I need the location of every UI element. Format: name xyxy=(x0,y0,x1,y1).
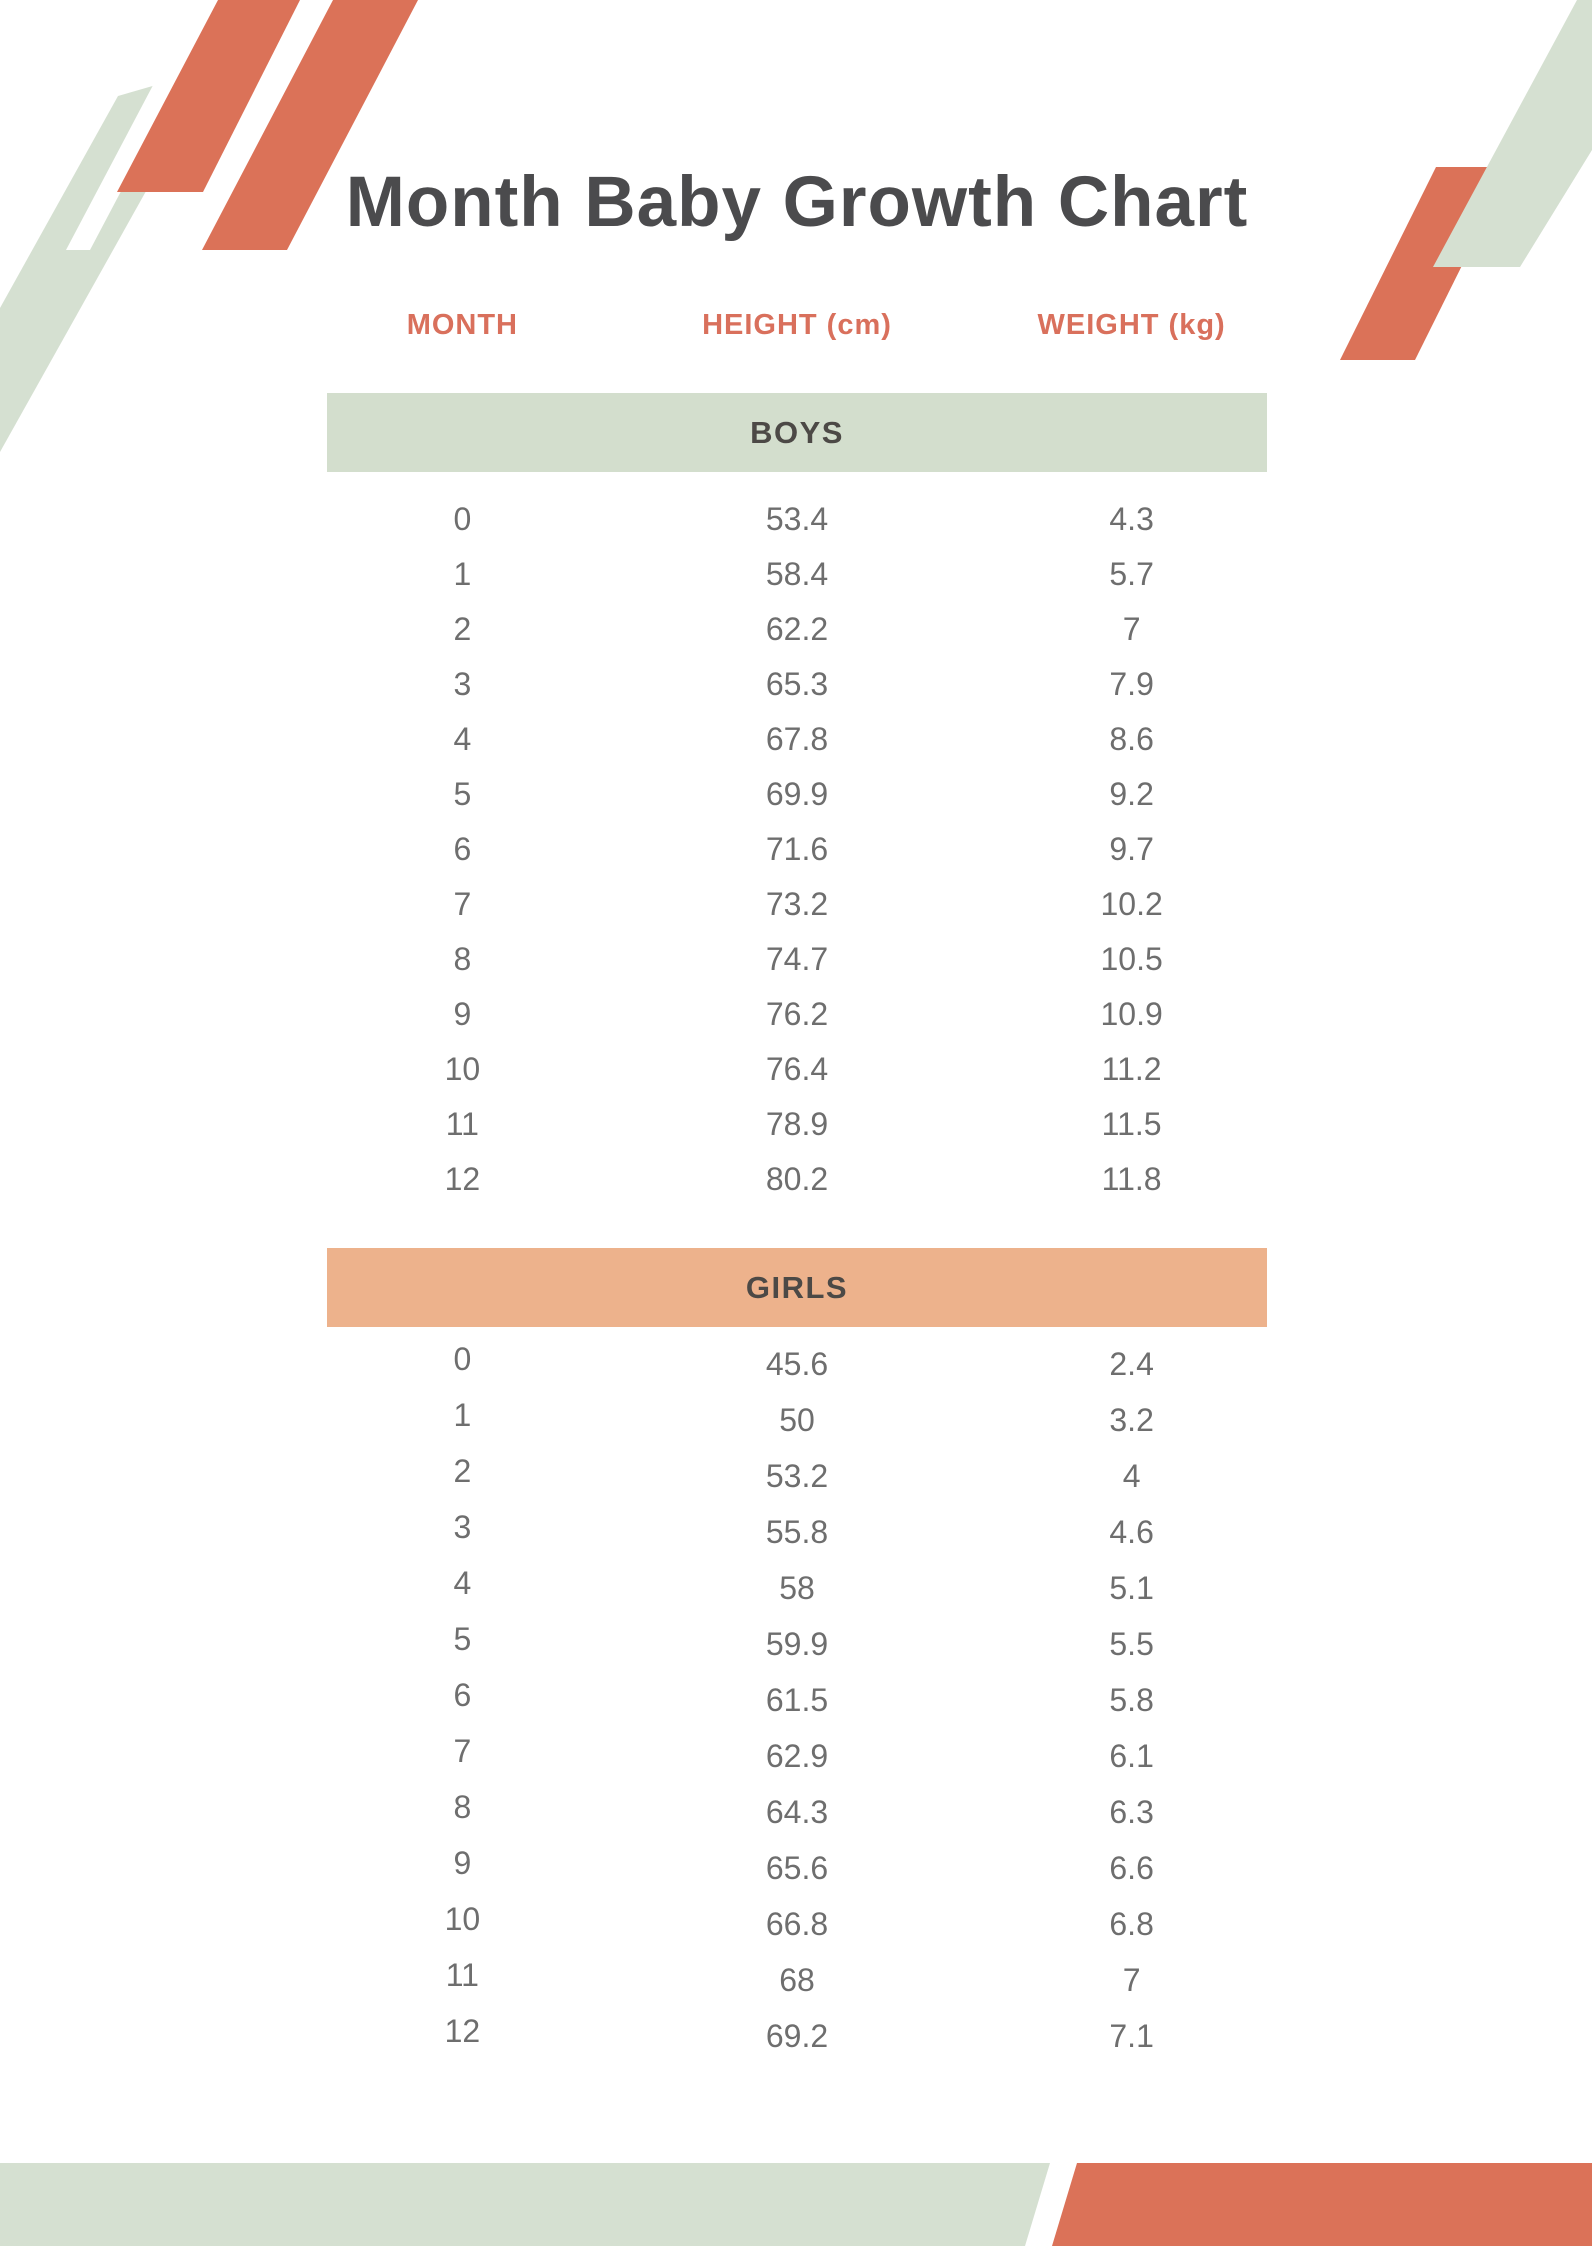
table-row xyxy=(327,877,1267,932)
table-cell: 7 xyxy=(1122,1961,1141,1998)
table-cell: 69.9 xyxy=(765,776,829,812)
table-cell: 4 xyxy=(453,721,472,757)
table-row xyxy=(327,932,1267,987)
table-row xyxy=(327,822,1267,877)
table-cell: 5.1 xyxy=(1109,1569,1154,1606)
column-header-weight: WEIGHT (kg) xyxy=(1037,309,1226,341)
table-cell: 7.9 xyxy=(1109,666,1154,702)
table-cell: 4 xyxy=(1122,1457,1141,1494)
table-cell: 9 xyxy=(453,996,472,1032)
table-row xyxy=(327,1672,1267,1728)
top-right-sage-stripe-decoration xyxy=(1433,0,1592,267)
table-cell: 62.2 xyxy=(765,611,829,647)
table-cell: 5.5 xyxy=(1109,1625,1154,1662)
table-cell: 0 xyxy=(453,1340,472,1377)
table-cell: 6 xyxy=(453,831,472,867)
table-cell: 3.2 xyxy=(1109,1401,1154,1438)
table-row xyxy=(327,1097,1267,1152)
table-cell: 64.3 xyxy=(765,1793,829,1830)
table-cell: 8 xyxy=(453,941,472,977)
table-cell: 7 xyxy=(453,886,472,922)
table-cell: 53.4 xyxy=(765,501,829,537)
table-cell: 6.8 xyxy=(1109,1905,1154,1942)
boys-section-label: BOYS xyxy=(750,414,844,450)
table-row xyxy=(327,1336,1267,1392)
girls-section-label: GIRLS xyxy=(745,1269,849,1305)
table-cell: 65.6 xyxy=(765,1849,829,1886)
table-cell: 6.3 xyxy=(1109,1793,1154,1830)
table-cell: 62.9 xyxy=(765,1737,829,1774)
table-row xyxy=(327,1448,1267,1504)
page-title: Month Baby Growth Chart xyxy=(345,163,1249,242)
table-cell: 7 xyxy=(1122,611,1141,647)
table-cell: 8 xyxy=(453,1788,472,1825)
table-cell: 58.4 xyxy=(765,556,829,592)
table-row xyxy=(327,1152,1267,1207)
table-cell: 3 xyxy=(453,1508,472,1545)
table-cell: 1 xyxy=(453,1396,472,1433)
table-row xyxy=(327,547,1267,602)
table-cell: 6.1 xyxy=(1109,1737,1154,1774)
table-row xyxy=(327,1392,1267,1448)
table-row xyxy=(327,1784,1267,1840)
table-cell: 2 xyxy=(453,611,472,647)
table-cell: 67.8 xyxy=(765,721,829,757)
table-row xyxy=(327,1840,1267,1896)
table-row xyxy=(327,1616,1267,1672)
table-cell: 11.8 xyxy=(1101,1161,1162,1197)
table-row xyxy=(327,1728,1267,1784)
table-cell: 2.4 xyxy=(1109,1345,1154,1382)
table-cell: 2 xyxy=(453,1452,472,1489)
table-cell: 50 xyxy=(779,1401,815,1438)
table-cell: 11 xyxy=(445,1956,479,1993)
table-cell: 55.8 xyxy=(765,1513,829,1550)
table-cell: 61.5 xyxy=(765,1681,829,1718)
table-cell: 4.6 xyxy=(1109,1513,1154,1550)
table-cell: 11.2 xyxy=(1101,1051,1162,1087)
table-cell: 7 xyxy=(453,1732,472,1769)
table-cell: 7.1 xyxy=(1109,2017,1154,2054)
table-row xyxy=(327,657,1267,712)
table-cell: 10.2 xyxy=(1100,886,1163,922)
table-cell: 69.2 xyxy=(765,2017,829,2054)
table-cell: 11.5 xyxy=(1101,1106,1162,1142)
table-cell: 12 xyxy=(444,2012,481,2049)
table-cell: 1 xyxy=(453,556,472,592)
table-row xyxy=(327,1504,1267,1560)
table-row xyxy=(327,602,1267,657)
table-cell: 76.4 xyxy=(765,1051,829,1087)
table-cell: 9 xyxy=(453,1844,472,1881)
boys-table xyxy=(327,492,1267,1207)
table-cell: 58 xyxy=(779,1569,815,1606)
table-cell: 10 xyxy=(444,1900,481,1937)
table-cell: 10.9 xyxy=(1100,996,1163,1032)
table-row xyxy=(327,767,1267,822)
column-headers xyxy=(327,309,1267,342)
table-cell: 5 xyxy=(453,776,472,812)
table-row xyxy=(327,712,1267,767)
table-row xyxy=(327,1896,1267,1952)
girls-table xyxy=(327,1336,1267,2064)
table-cell: 3 xyxy=(453,666,472,702)
table-cell: 5 xyxy=(453,1620,472,1657)
table-cell: 11 xyxy=(445,1106,479,1142)
table-cell: 45.6 xyxy=(765,1345,829,1382)
table-cell: 71.6 xyxy=(765,831,829,867)
girls-section-header xyxy=(327,1248,1267,1327)
chart-content xyxy=(327,0,1267,2246)
table-cell: 9.7 xyxy=(1109,831,1154,867)
table-row xyxy=(327,987,1267,1042)
table-cell: 59.9 xyxy=(765,1625,829,1662)
table-cell: 68 xyxy=(779,1961,815,1998)
table-cell: 74.7 xyxy=(765,941,829,977)
column-header-height: HEIGHT (cm) xyxy=(702,309,892,341)
table-cell: 12 xyxy=(444,1161,481,1197)
table-cell: 4 xyxy=(453,1564,472,1601)
table-cell: 10 xyxy=(444,1051,481,1087)
table-row xyxy=(327,1560,1267,1616)
table-row xyxy=(327,2008,1267,2064)
table-cell: 53.2 xyxy=(765,1457,829,1494)
table-cell: 73.2 xyxy=(765,886,829,922)
table-cell: 66.8 xyxy=(765,1905,829,1942)
table-row xyxy=(327,492,1267,547)
column-header-month: MONTH xyxy=(406,309,519,341)
table-cell: 78.9 xyxy=(765,1106,829,1142)
table-cell: 10.5 xyxy=(1100,941,1163,977)
table-cell: 0 xyxy=(453,501,472,537)
table-cell: 6.6 xyxy=(1109,1849,1154,1886)
table-row xyxy=(327,1952,1267,2008)
table-cell: 9.2 xyxy=(1109,776,1154,812)
table-cell: 8.6 xyxy=(1109,721,1154,757)
boys-section-header xyxy=(327,393,1267,472)
table-row xyxy=(327,1042,1267,1097)
table-cell: 65.3 xyxy=(765,666,829,702)
table-cell: 4.3 xyxy=(1109,501,1154,537)
table-cell: 80.2 xyxy=(765,1161,829,1197)
table-cell: 76.2 xyxy=(765,996,829,1032)
table-cell: 6 xyxy=(453,1676,472,1713)
table-cell: 5.8 xyxy=(1109,1681,1154,1718)
table-cell: 5.7 xyxy=(1109,556,1154,592)
